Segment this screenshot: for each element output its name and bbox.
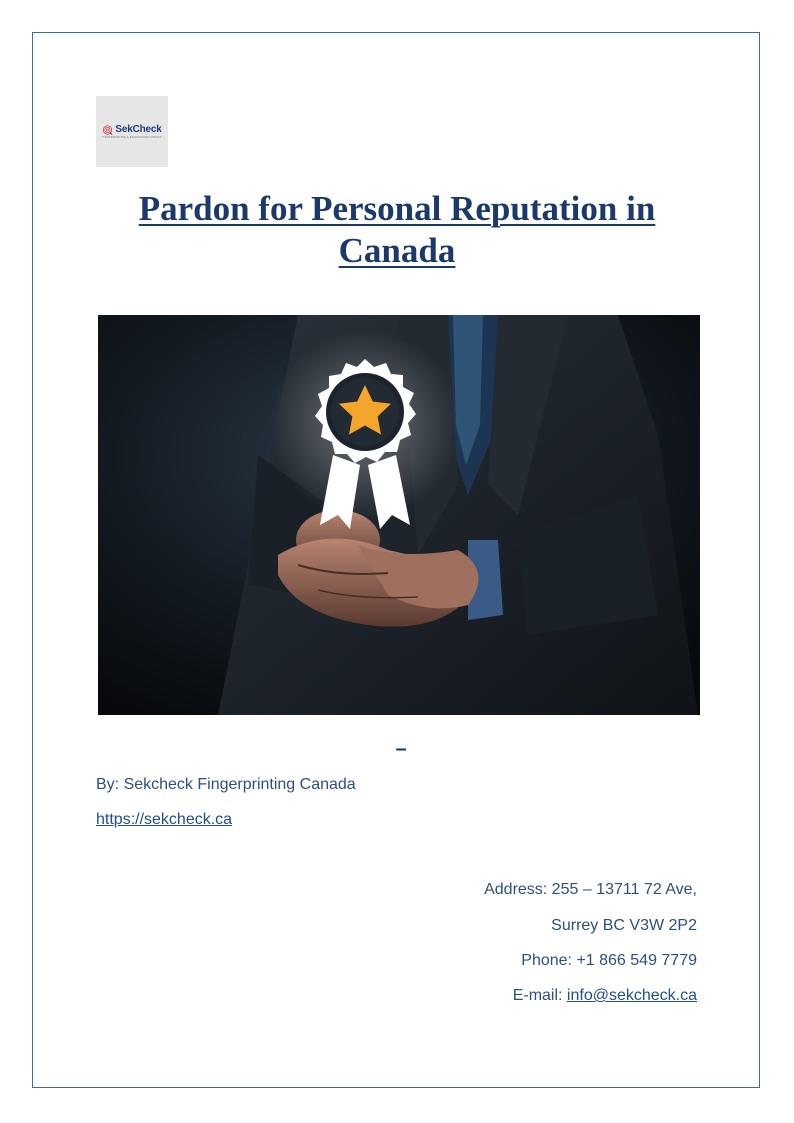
logo-name: SekCheck [115,124,162,135]
email-line [513,987,697,1005]
separator-dash: – [395,738,407,760]
title-line-2: Canada [338,231,456,270]
document-title [96,188,698,272]
website-link[interactable]: https://sekcheck.ca [96,811,233,828]
company-logo [96,96,168,167]
author-byline: By: Sekcheck Fingerprinting Canada [96,776,356,793]
hero-illustration [98,315,700,715]
phone-number: Phone: +1 866 549 7779 [521,952,697,969]
fingerprint-icon [102,125,113,135]
title-line-1: Pardon for Personal Reputation in [138,189,656,228]
hero-image [98,315,700,715]
address-line-2: Surrey BC V3W 2P2 [551,917,697,934]
email-link[interactable]: info@sekcheck.ca [566,987,697,1004]
logo-tagline: FINGERPRINTING & BACKGROUND CHECKS [102,136,162,139]
address-line-1: Address: 255 – 13711 72 Ave, [484,881,697,898]
email-label: E-mail: [512,987,567,1004]
